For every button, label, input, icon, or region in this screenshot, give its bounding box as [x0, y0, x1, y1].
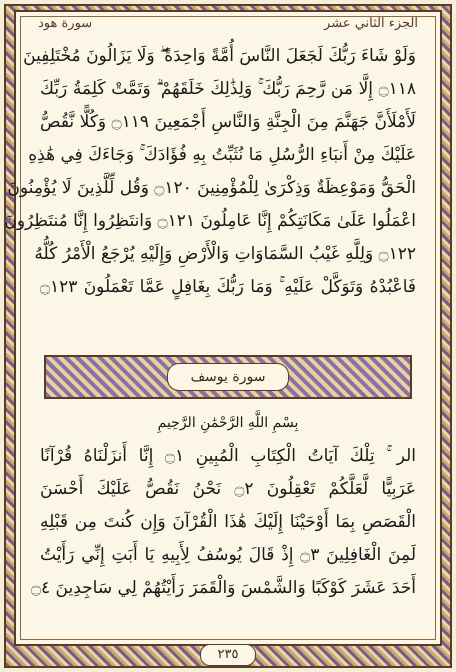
verses-block-top — [4, 40, 416, 304]
verse-line: أَحَدَ عَشَرَ كَوْكَبًا وَالشَّمْسَ وَالْقَمَرَ رَأَيْتُهُمْ لِي سَاجِدِينَ ۝٤ — [31, 578, 416, 598]
verse-line: فَاعْبُدْهُ وَتَوَكَّلْ عَلَيْهِ ۚ وَمَا رَبُّكَ بِغَافِلٍ عَمَّا تَعْمَلُونَ ۝١٢٣ — [40, 277, 416, 297]
verse-line: عَرَبِيًّا لَّعَلَّكُمْ تَعْقِلُونَ ۝٢ نَحْنُ نَقُصُّ عَلَيْكَ أَحْسَنَ — [40, 479, 416, 499]
surah-banner — [44, 355, 412, 399]
verse-line: الْحَقُّ وَمَوْعِظَةٌ وَذِكْرَىٰ لِلْمُؤْمِنِينَ ۝١٢٠ وَقُل لِّلَّذِينَ لَا يُؤْمِنُونَ — [7, 178, 416, 198]
verses-block-bottom — [31, 440, 417, 605]
surah-title: سورة يوسف — [167, 363, 289, 391]
verse-line: الْقَصَصِ بِمَا أَوْحَيْنَا إِلَيْكَ هَٰذَا الْقُرْآنَ وَإِن كُنتَ مِن قَبْلِهِ — [40, 512, 416, 532]
verse-line: لَمِنَ الْغَافِلِينَ ۝٣ إِذْ قَالَ يُوسُفُ لِأَبِيهِ يَا أَبَتِ إِنِّي رَأَيْتُ — [40, 545, 416, 565]
juz-name-header: الجزء الثاني عشر — [324, 15, 418, 31]
verse-line: ۝١١٨ إِلَّا مَن رَّحِمَ رَبُّكَ ۚ وَلِذَٰلِكَ خَلَقَهُمْ ۗ وَتَمَّتْ كَلِمَةُ رَبِّكَ — [40, 79, 416, 99]
verse-line: ۝١٢٢ وَلِلَّهِ غَيْبُ السَّمَاوَاتِ وَالْأَرْضِ وَإِلَيْهِ يُرْجَعُ الْأَمْرُ كُلُّهُ — [34, 244, 416, 264]
verse-line: وَلَوْ شَاءَ رَبُّكَ لَجَعَلَ النَّاسَ أُمَّةً وَاحِدَةً ۖ وَلَا يَزَالُونَ مُخْتَلِفِينَ — [23, 46, 416, 66]
page-header — [28, 10, 428, 36]
surah-name-header: سورة هود — [38, 15, 93, 31]
verse-line: اعْمَلُوا عَلَىٰ مَكَانَتِكُمْ إِنَّا عَامِلُونَ ۝١٢١ وَانتَظِرُوا إِنَّا مُنتَظِرُونَ — [4, 211, 416, 231]
verse-line: لَأَمْلَأَنَّ جَهَنَّمَ مِنَ الْجِنَّةِ وَالنَّاسِ أَجْمَعِينَ ۝١١٩ وَكُلًّا نَّقُصُّ — [40, 112, 416, 132]
page-number: ٢٣٥ — [200, 644, 256, 666]
verse-line: الر ۚ تِلْكَ آيَاتُ الْكِتَابِ الْمُبِينِ ۝١ إِنَّا أَنزَلْنَاهُ قُرْآنًا — [40, 446, 417, 466]
basmala: بِسْمِ اللَّهِ الرَّحْمَٰنِ الرَّحِيمِ — [157, 415, 299, 431]
verse-line: عَلَيْكَ مِنْ أَنبَاءِ الرُّسُلِ مَا نُثَبِّتُ بِهِ فُؤَادَكَ ۚ وَجَاءَكَ فِي هَٰذِهِ — [28, 145, 416, 165]
